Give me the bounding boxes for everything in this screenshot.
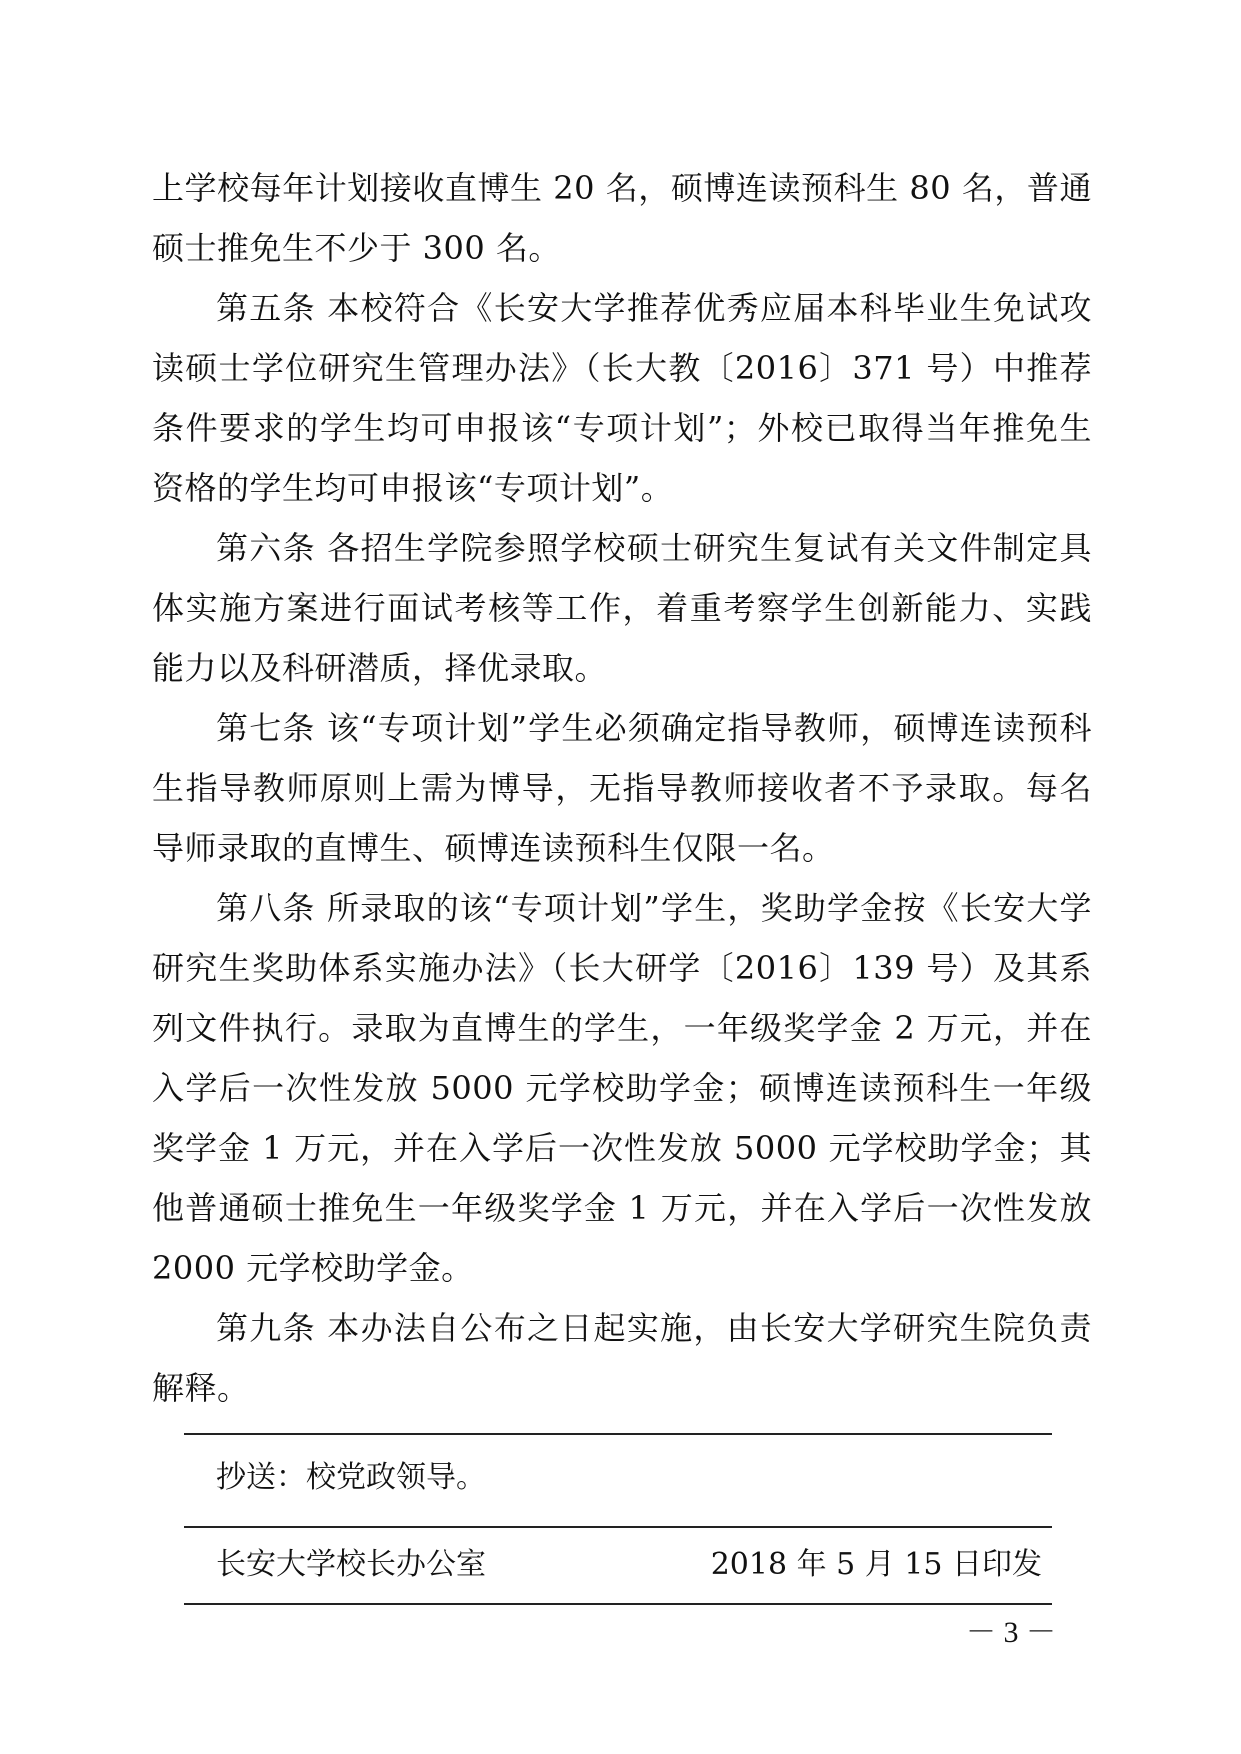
footer-rule-bottom xyxy=(184,1603,1052,1605)
footer-rule-top xyxy=(184,1433,1052,1435)
article-9: 第九条 本办法自公布之日起实施，由长安大学研究生院负责解释。 xyxy=(152,1309,1092,1407)
issue-date: 2018 年 5 月 15 日印发 xyxy=(710,1547,1042,1582)
article-6: 第六条 各招生学院参照学校硕士研究生复试有关文件制定具体实施方案进行面试考核等工作，着重考察学生创新能力、实践能力以及科研潜质，择优录取。 xyxy=(152,529,1092,687)
article-8: 第八条 所录取的该“专项计划”学生，奖助学金按《长安大学研究生奖助体系实施办法》（长大研学〔2016〕139 号）及其系列文件执行。录取为直博生的学生，一年级奖学金 2 万元，并在入学后一次性发放 5000 元学校助学金；硕博连读预科生一年级奖学金 1 万元，并在入学后一次性发放 5000 元学校助学金；其他普通硕士推免生一年级奖学金 1 万元，并在入学后一次性发放 2000 元学校助学金。 xyxy=(152,889,1092,1287)
cc-text: 抄送：校党政领导。 xyxy=(216,1460,486,1495)
page-number: － 3 － xyxy=(966,1616,1056,1649)
body-text xyxy=(152,158,1092,1418)
article-5: 第五条 本校符合《长安大学推荐优秀应届本科毕业生免试攻读硕士学位研究生管理办法》（长大教〔2016〕371 号）中推荐条件要求的学生均可申报该“专项计划”；外校已取得当年推免生资格的学生均可申报该“专项计划”。 xyxy=(152,289,1092,507)
issuer-name: 长安大学校长办公室 xyxy=(216,1547,486,1582)
article-7: 第七条 该“专项计划”学生必须确定指导教师，硕博连读预科生指导教师原则上需为博导，无指导教师接收者不予录取。每名导师录取的直博生、硕博连读预科生仅限一名。 xyxy=(152,709,1092,867)
issue-line xyxy=(184,1537,1052,1593)
cc-line xyxy=(184,1450,1052,1506)
paragraph-continuation: 上学校每年计划接收直博生 20 名，硕博连读预科生 80 名，普通硕士推免生不少于 300 名。 xyxy=(152,169,1092,267)
footer-rule-middle xyxy=(184,1526,1052,1528)
